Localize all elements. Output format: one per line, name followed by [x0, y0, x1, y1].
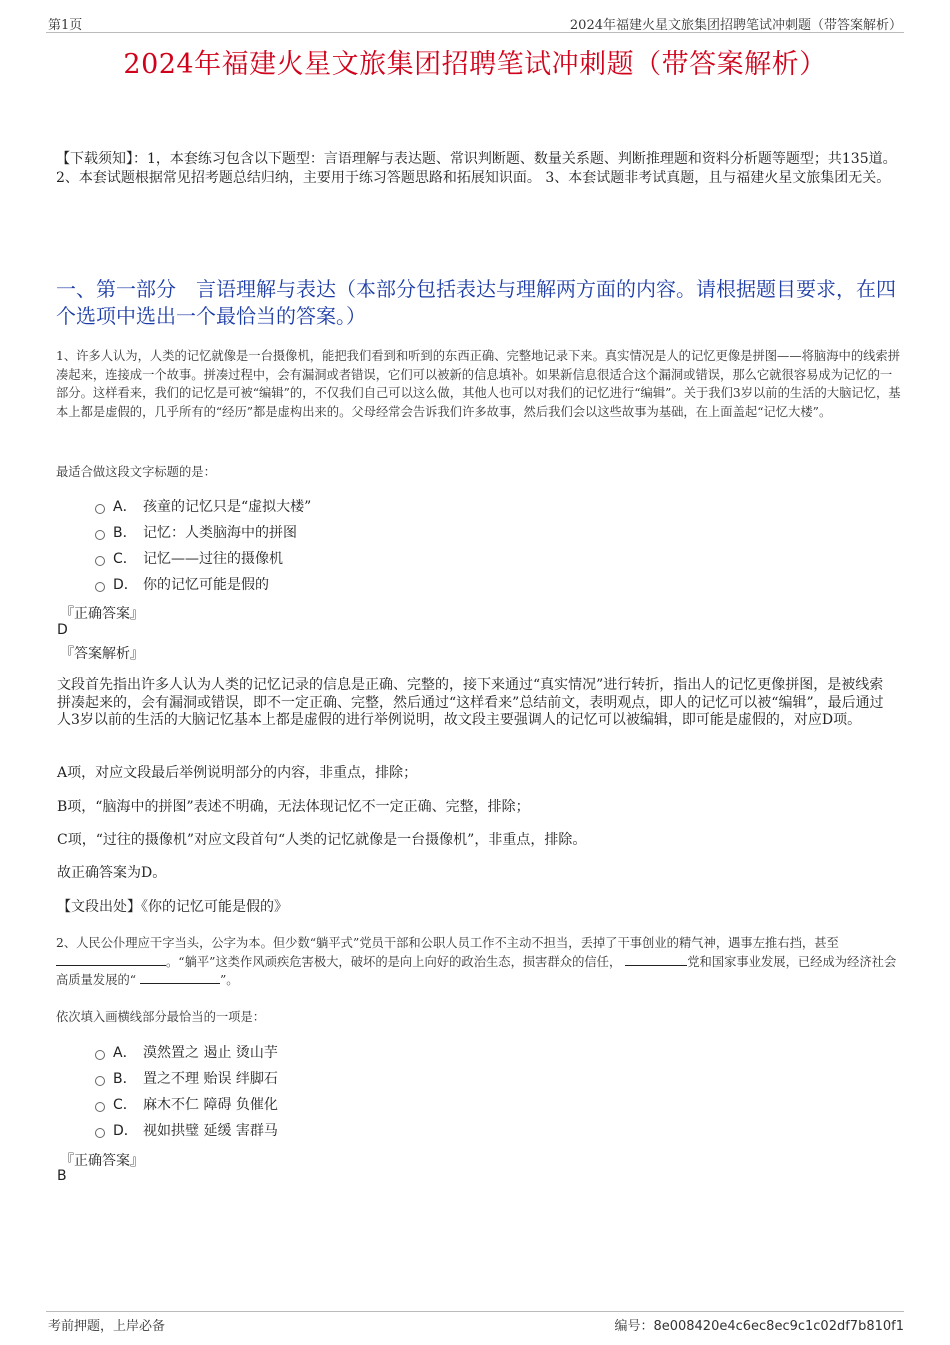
radio-icon[interactable]: [95, 582, 105, 592]
correct-answer: D: [57, 622, 68, 638]
question-2-text: 2、人民公仆理应干字当头，公字为本。但少数“躺平式”党员干部和公职人员工作不主动不担当，丢掉了干事创业的精气神，遇事左推右挡，甚至 。“躺平”这类作风顽疾危害极大，破坏的是向上向好的政治生态，损害群众的信任， 党和国家事业发展，已经成为经济社会高质量发展的“ ”。: [56, 936, 897, 987]
option-c[interactable]: C． 记忆——过往的摄像机: [95, 545, 311, 571]
blank-1[interactable]: [56, 953, 166, 966]
option-d[interactable]: D． 视如拱璧 延缓 害群马: [95, 1117, 278, 1143]
page-header: [46, 12, 904, 33]
option-b[interactable]: B． 置之不理 贻误 绊脚石: [95, 1065, 278, 1091]
option-c[interactable]: C． 麻木不仁 障碍 负催化: [95, 1091, 278, 1117]
radio-icon[interactable]: [95, 504, 105, 514]
question-1-options: [95, 493, 311, 597]
radio-icon[interactable]: [95, 1076, 105, 1086]
download-notice: 【下载须知】：1，本套练习包含以下题型：言语理解与表达题、常识判断题、数量关系题、判断推理题和资料分析题等题型；共135道。 2、本套试题根据常见招考题总结归纳，主要用于练习答题思路和拓展知识面。 3、本套试题非考试真题，且与福建火星文旅集团无关。: [56, 151, 897, 186]
question-1-text: 1、许多人认为，人类的记忆就像是一台摄像机，能把我们看到和听到的东西正确、完整地记录下来。真实情况是人的记忆更像是拼图——将脑海中的线索拼凑起来，连接成一个故事。拼凑过程中，会有漏洞或者错误，它们可以被新的信息填补。如果新信息很适合这个漏洞或错误，那么它就很容易成为记忆的一部分。这样看来，我们的记忆是可被“编辑”的，不仅我们自己可以这么做，其他人也可以对我们的记忆进行“编辑”。关于我们3岁以前的生活的大脑记忆，基本上都是虚假的，几乎所有的“经历”都是虚构出来的。父母经常会告诉我们许多故事，然后我们会以这些故事为基础，在上面盖起“记忆大楼”。: [56, 349, 901, 419]
header-doc-title: 2024年福建火星文旅集团招聘笔试冲刺题（带答案解析）: [569, 18, 902, 33]
radio-icon[interactable]: [95, 1128, 105, 1138]
option-d[interactable]: D． 你的记忆可能是假的: [95, 571, 311, 597]
radio-icon[interactable]: [95, 1050, 105, 1060]
passage-source: 【文段出处】《你的记忆可能是假的》: [57, 899, 288, 915]
option-a[interactable]: A． 孩童的记忆只是“虚拟大楼”: [95, 493, 311, 519]
page-footer: [46, 1311, 904, 1334]
section-heading: 一、第一部分 言语理解与表达（本部分包括表达与理解两方面的内容。请根据题目要求，在四个选项中选出一个最恰当的答案。）: [56, 277, 896, 328]
analysis-label: 『答案解析』: [60, 646, 144, 662]
correct-answer-label: 『正确答案』: [60, 1153, 144, 1169]
analysis-option-a: A项，对应文段最后举例说明部分的内容，非重点，排除；: [57, 765, 418, 781]
radio-icon[interactable]: [95, 556, 105, 566]
option-b[interactable]: B． 记忆：人类脑海中的拼图: [95, 519, 311, 545]
analysis-option-b: B项，“脑海中的拼图”表述不明确，无法体现记忆不一定正确、完整，排除；: [57, 799, 530, 815]
radio-icon[interactable]: [95, 1102, 105, 1112]
question-2-prompt: 依次填入画横线部分最恰当的一项是：: [56, 1010, 266, 1024]
correct-answer-label: 『正确答案』: [60, 606, 144, 622]
blank-3[interactable]: [140, 971, 220, 984]
radio-icon[interactable]: [95, 530, 105, 540]
question-2-options: [95, 1039, 278, 1143]
blank-2[interactable]: [625, 953, 687, 966]
page-number: 第1页: [48, 18, 83, 33]
analysis-paragraph: 文段首先指出许多人认为人类的记忆记录的信息是正确、完整的，接下来通过“真实情况”进行转折，指出人的记忆更像拼图，是被线索拼凑起来的，会有漏洞或错误，即不一定正确、完整，然后通过“这样看来”总结前文，表明观点，即人的记忆可以被“编辑”，最后通过人3岁以前的生活的大脑记忆基本上都是虚假的进行举例说明，故文段主要强调人的记忆可以被编辑，即可能是虚假的，对应D项。: [57, 677, 884, 728]
document-title: 2024年福建火星文旅集团招聘笔试冲刺题（带答案解析）: [123, 49, 827, 80]
footer-slogan: 考前押题，上岸必备: [48, 1319, 166, 1334]
question-1-prompt: 最适合做这段文字标题的是：: [56, 465, 216, 479]
analysis-conclusion: 故正确答案为D。: [57, 865, 167, 881]
option-a[interactable]: A． 漠然置之 遏止 烫山芋: [95, 1039, 278, 1065]
correct-answer: B: [57, 1168, 67, 1184]
analysis-option-c: C项，“过往的摄像机”对应文段首句“人类的记忆就像是一台摄像机”，非重点，排除。: [57, 832, 587, 848]
document-code: 编号：8e008420e4c6ec8ec9c1c02df7b810f1: [614, 1319, 904, 1334]
